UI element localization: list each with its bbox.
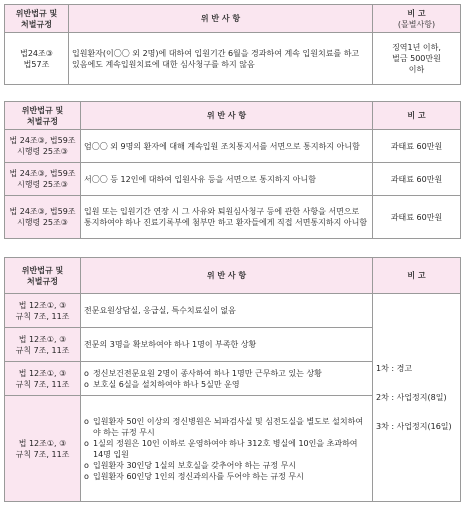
- table-row: [5, 196, 461, 239]
- law-cell: 법 12조①, ③ 규칙 7조, 11조: [5, 294, 81, 328]
- law-cell: 법 12조①, ③ 규칙 7조, 11조: [5, 396, 81, 502]
- header-law: 위반법규 및 처벌규정: [5, 5, 69, 33]
- table-penalty-1: [4, 4, 461, 85]
- list-item: o 입원환자 30인당 1실의 보호실을 갖추어야 하는 규정 무시: [84, 460, 369, 471]
- violation-cell: 서〇〇 등 12인에 대하여 입원사유 등을 서면으로 통지하지 아니함: [81, 163, 373, 196]
- header-note: 비 고 (몰별사항): [373, 5, 461, 33]
- violation-cell: [81, 362, 373, 396]
- list-item: o 입원환자 60인당 1인의 정신과의사를 두어야 하는 규정 무시: [84, 471, 369, 482]
- law-cell: 법 24조③, 법59조 시행령 25조③: [5, 196, 81, 239]
- law-cell: 법24조③ 법57조: [5, 33, 69, 85]
- list-item: o 입원환자 50인 이상의 정신병원은 뇌파검사실 및 심전도실을 별도로 설치하여야 하는 규정 무시: [84, 416, 369, 438]
- violation-cell: [81, 396, 373, 502]
- note-item: 2차 : 사업정지(8일): [376, 393, 447, 402]
- violation-cell: 입원 또는 입원기간 연장 시 그 사유와 퇴원심사청구 등에 관한 사항을 서면으로 통지하여야 하나 진료기록부에 첨부만 하고 환자들에게 직접 서면통지하지 아니함: [81, 196, 373, 239]
- list-item: o 1실의 정원은 10인 이하로 운영하여야 하나 312호 병실에 10인을 초과하여 14명 입원: [84, 438, 369, 460]
- table-row: [5, 33, 461, 85]
- note-cell: 징역1년 이하, 벌금 500만원 이하: [373, 33, 461, 85]
- table-penalty-2: [4, 101, 461, 239]
- note-cell: 과태료 60만원: [373, 163, 461, 196]
- header-violation: 위 반 사 항: [81, 258, 373, 294]
- note-cell: 과태료 60만원: [373, 130, 461, 163]
- table-row: [5, 163, 461, 196]
- law-cell: 법 12조①, ③ 규칙 7조, 11조: [5, 362, 81, 396]
- header-law: 위반법규 및 처벌규정: [5, 102, 81, 130]
- law-cell: 법 24조③, 법59조 시행령 25조③: [5, 163, 81, 196]
- table-penalty-3: [4, 257, 461, 502]
- note-cell: [373, 294, 461, 502]
- header-note: 비 고: [373, 258, 461, 294]
- note-item: 3차 : 사업정지(16일): [376, 422, 452, 431]
- law-cell: 법 24조③, 법59조 시행령 25조③: [5, 130, 81, 163]
- list-item: o 정신보건전문요원 2명이 종사하여 하나 1명만 근무하고 있는 상황: [84, 368, 369, 379]
- violation-cell: 엄〇〇 외 9명의 환자에 대해 계속입원 조치통지서를 서면으로 통지하지 아니함: [81, 130, 373, 163]
- header-law: 위반법규 및 처벌규정: [5, 258, 81, 294]
- violation-cell: 전문요원상담실, 응급실, 특수치료실이 없음: [81, 294, 373, 328]
- violation-cell: 전문의 3명을 확보하여야 하나 1명이 부족한 상황: [81, 328, 373, 362]
- law-cell: 법 12조①, ③ 규칙 7조, 11조: [5, 328, 81, 362]
- note-item: 1차 : 경고: [376, 364, 413, 373]
- header-violation: 위 반 사 항: [81, 102, 373, 130]
- note-cell: 과태료 60만원: [373, 196, 461, 239]
- header-note: 비 고: [373, 102, 461, 130]
- table-row: [5, 294, 461, 328]
- violation-cell: 입원환자(이〇〇 외 2명)에 대하여 입원기간 6월을 경과하여 계속 입원치료를 하고 있음에도 계속입원치료에 대한 심사청구를 하지 않음: [69, 33, 373, 85]
- list-item: o 보호실 6실을 설치하여야 하나 5실만 운영: [84, 379, 369, 390]
- header-violation: 위 반 사 항: [69, 5, 373, 33]
- table-row: [5, 130, 461, 163]
